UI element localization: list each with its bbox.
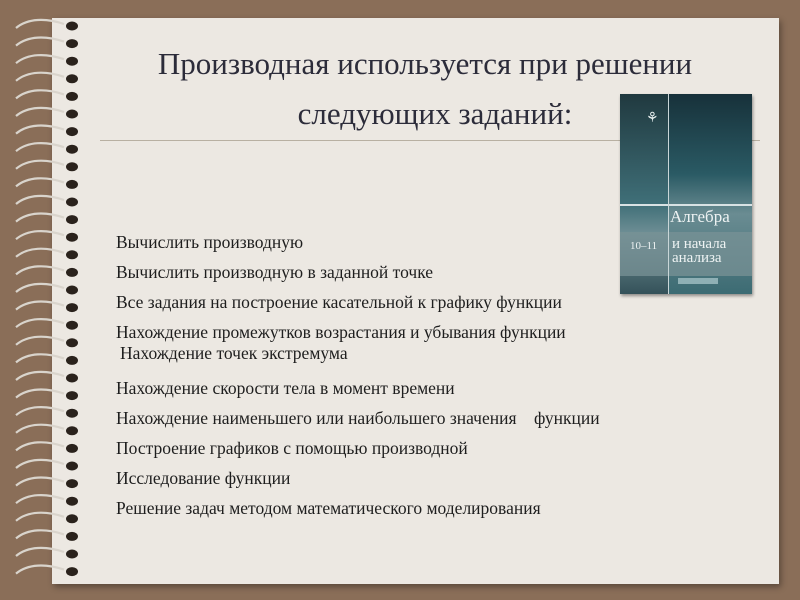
spiral-hole: [66, 321, 78, 330]
spiral-ring: [16, 108, 64, 116]
spiral-ring: [16, 143, 64, 151]
list-item: Нахождение промежутков возрастания и убывания функции: [116, 322, 566, 342]
spiral-ring: [16, 372, 64, 380]
task-list: [116, 227, 766, 523]
spiral-hole: [66, 479, 78, 488]
list-item: Построение графиков с помощью производной: [116, 438, 468, 458]
spiral-hole: [66, 145, 78, 154]
spiral-hole: [66, 338, 78, 347]
list-item: Решение задач методом математического моделирования: [116, 498, 541, 518]
spiral-ring: [16, 319, 64, 327]
spiral-hole: [66, 250, 78, 259]
spiral-ring: [16, 390, 64, 398]
list-item: Вычислить производную: [116, 232, 304, 252]
spiral-hole: [66, 532, 78, 541]
list-item: Нахождение точек экстремума: [120, 343, 348, 363]
spiral-hole: [66, 215, 78, 224]
spiral-hole: [66, 409, 78, 418]
spiral-ring: [16, 548, 64, 556]
spiral-ring: [16, 460, 64, 468]
spiral-ring: [16, 566, 64, 574]
spiral-hole: [66, 303, 78, 312]
spiral-ring: [16, 425, 64, 433]
list-item: Исследование функции: [116, 468, 291, 488]
publisher-logo-icon: ⚘: [646, 111, 659, 126]
spiral-hole: [66, 567, 78, 576]
spiral-ring: [16, 126, 64, 134]
spiral-hole: [66, 162, 78, 171]
spiral-ring: [16, 354, 64, 362]
spiral-ring: [16, 337, 64, 345]
list-item: Нахождение скорости тела в момент времени: [116, 378, 455, 398]
spiral-hole: [66, 356, 78, 365]
spiral-hole: [66, 198, 78, 207]
spiral-hole: [66, 74, 78, 83]
spiral-ring: [16, 196, 64, 204]
spiral-hole: [66, 127, 78, 136]
spiral-ring: [16, 90, 64, 98]
spiral-hole: [66, 286, 78, 295]
spiral-ring: [16, 266, 64, 274]
spiral-hole: [66, 57, 78, 66]
spiral-ring: [16, 55, 64, 63]
spiral-ring: [16, 407, 64, 415]
spiral-ring: [16, 442, 64, 450]
spiral-hole: [66, 92, 78, 101]
spiral-ring: [16, 214, 64, 222]
spiral-ring: [16, 478, 64, 486]
spiral-binding-icon: [6, 10, 86, 590]
spiral-ring: [16, 530, 64, 538]
spiral-hole: [66, 391, 78, 400]
spiral-ring: [16, 513, 64, 521]
book-grade: 10–11: [630, 240, 658, 252]
spiral-hole: [66, 514, 78, 523]
spiral-hole: [66, 374, 78, 383]
spiral-hole: [66, 462, 78, 471]
spiral-hole: [66, 426, 78, 435]
spiral-hole: [66, 110, 78, 119]
spiral-hole: [66, 180, 78, 189]
spiral-ring: [16, 161, 64, 169]
spiral-ring: [16, 38, 64, 46]
spiral-ring: [16, 20, 64, 28]
list-item: Все задания на построение касательной к графику функции: [116, 292, 562, 312]
spiral-hole: [66, 233, 78, 242]
spiral-hole: [66, 550, 78, 559]
spiral-ring: [16, 249, 64, 257]
spiral-hole: [66, 268, 78, 277]
spiral-ring: [16, 302, 64, 310]
spiral-ring: [16, 284, 64, 292]
list-item: Вычислить производную в заданной точке: [116, 262, 434, 282]
spiral-hole: [66, 444, 78, 453]
title-line-2: следующих заданий:: [297, 96, 573, 131]
list-item: Нахождение наименьшего или наибольшего значения функции: [116, 408, 600, 428]
spiral-hole: [66, 497, 78, 506]
spiral-ring: [16, 231, 64, 239]
spiral-ring: [16, 73, 64, 81]
title-line-1: Производная используется при решении: [157, 46, 693, 81]
book-subtitle: и начала анализа: [672, 236, 727, 267]
book-title: Алгебра: [670, 207, 730, 226]
spiral-hole: [66, 39, 78, 48]
spiral-ring: [16, 178, 64, 186]
spiral-hole: [66, 22, 78, 31]
spiral-ring: [16, 495, 64, 503]
